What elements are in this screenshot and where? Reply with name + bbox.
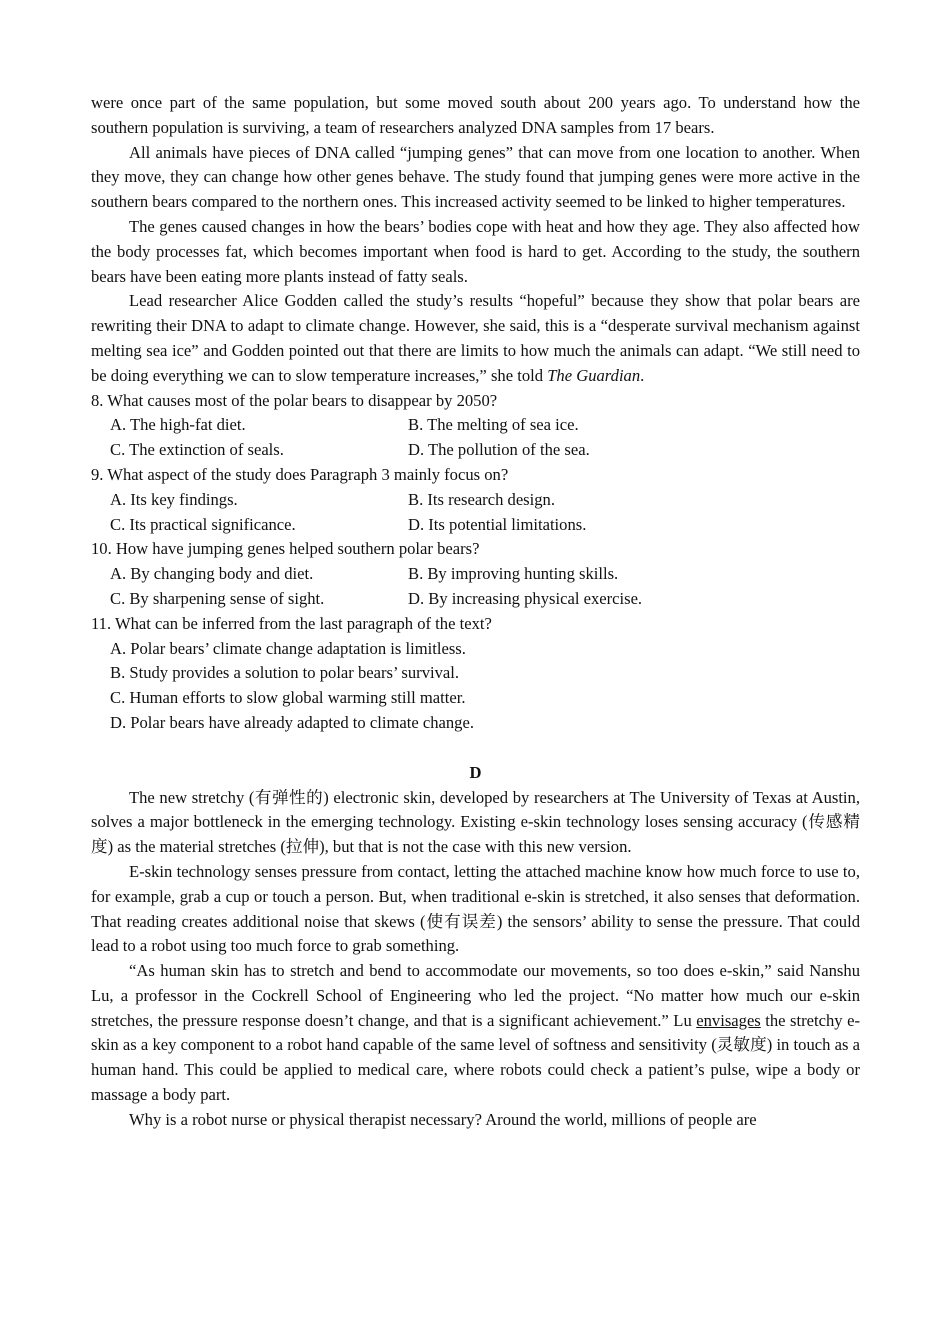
question-11-option-c: C. Human efforts to slow global warming still matter. [110, 688, 466, 708]
question-11-stem: 11. What can be inferred from the last paragraph of the text? [91, 613, 492, 633]
question-11-option-b: B. Study provides a solution to polar bears’ survival. [110, 663, 460, 683]
question-9-option-c: C. Its practical significance. [110, 514, 296, 534]
exam-page [91, 91, 860, 1133]
passage-c-paragraph-1: were once part of the same population, but some moved south about 200 years ago. To understand how the southern population is surviving, a team of researchers analyzed DNA samples from 17 bears. [91, 93, 860, 137]
source-title: The Guardian [547, 365, 641, 385]
question-8-stem: 8. What causes most of the polar bears to disappear by 2050? [91, 390, 498, 410]
question-10-options-row-1 [91, 562, 860, 587]
question-8-option-a: A. The high-fat diet. [110, 415, 246, 435]
question-8-option-b: B. The melting of sea ice. [408, 415, 579, 435]
passage-d-paragraph-1: The new stretchy (有弹性的) electronic skin, developed by researchers at The University of Texas at Austin, solves a major bottleneck in the emerging technology. Existing e-skin technology loses sensing accuracy (传感精度) as the material stretches (拉伸), but that is not the case with this new version. [91, 787, 860, 857]
underlined-word: envisages [696, 1010, 761, 1030]
question-8-options-row-2 [91, 438, 860, 463]
paragraph-4-text: Lead researcher Alice Godden called the study’s results “hopeful” because they show that polar bears are rewriting their DNA to adapt to climate change. However, she said, this is a “desperate survival mechanism against melting sea ice” and Godden pointed out that there are limits to how much the animals can adapt. “We still need to be doing everything we can to slow temperature increases,” she told [91, 291, 860, 385]
question-10-option-d: D. By increasing physical exercise. [408, 588, 643, 608]
question-9-options-row-1 [91, 488, 860, 513]
passage-d-paragraph-4: Why is a robot nurse or physical therapist necessary? Around the world, millions of people are [129, 1109, 757, 1129]
question-9-option-d: D. Its potential limitations. [408, 514, 587, 534]
question-8-options-row-1 [91, 413, 860, 438]
question-10-options-row-2 [91, 587, 860, 612]
passage-c-paragraph-2: All animals have pieces of DNA called “jumping genes” that can move from one location to another. When they move, they can change how other genes behave. The study found that jumping genes were more active in the southern bears compared to the northern ones. This increased activity seemed to be linked to higher temperatures. [91, 142, 860, 212]
section-heading-d: D [469, 762, 482, 782]
question-8-option-d: D. The pollution of the sea. [408, 440, 590, 460]
question-11-option-d: D. Polar bears have already adapted to climate change. [110, 712, 474, 732]
section-spacer [91, 736, 860, 761]
question-10-option-c: C. By sharpening sense of sight. [110, 588, 325, 608]
question-9-stem: 9. What aspect of the study does Paragraph 3 mainly focus on? [91, 464, 509, 484]
question-10-stem: 10. How have jumping genes helped southern polar bears? [91, 539, 480, 559]
passage-d-paragraph-2: E-skin technology senses pressure from contact, letting the attached machine know how much force to use to, for example, grab a cup or touch a person. But, when traditional e-skin is stretched, it also senses that deformation. That reading creates additional noise that skews (使有误差) the sensors’ ability to sense the pressure. That could lead to a robot using too much force to grab something. [91, 861, 860, 956]
passage-d-paragraph-3 [91, 959, 860, 1108]
paragraph-4-end: . [640, 365, 645, 385]
passage-c-paragraph-4 [91, 289, 860, 388]
paragraph-3-text-after: the stretchy e-skin as a key component to a robot hand capable of the same level of softness and sensitivity (灵敏度) in touch as a human hand. This could be applied to medical care, where robots could check a patient’s pulse, wipe a body or massage a body part. [91, 1010, 860, 1105]
paragraph-3-text-before: “As human skin has to stretch and bend to accommodate our movements, so too does e-skin,” said Nanshu Lu, a professor in the Cockrell School of Engineering who led the project. “No matter how much our e-skin stretches, the pressure response doesn’t change, and that is a significant achievement.” Lu [91, 961, 860, 1030]
question-9-options-row-2 [91, 513, 860, 538]
question-11-option-a: A. Polar bears’ climate change adaptation is limitless. [110, 638, 466, 658]
question-10-option-a: A. By changing body and diet. [110, 564, 314, 584]
passage-c-paragraph-3: The genes caused changes in how the bears’ bodies cope with heat and how they age. They also affected how the body processes fat, which becomes important when food is hard to get. According to the study, the southern bears have been eating more plants instead of fatty seals. [91, 216, 860, 286]
question-9-option-a: A. Its key findings. [110, 489, 238, 509]
question-10-option-b: B. By improving hunting skills. [408, 564, 619, 584]
question-8-option-c: C. The extinction of seals. [110, 440, 284, 460]
question-9-option-b: B. Its research design. [408, 489, 555, 509]
